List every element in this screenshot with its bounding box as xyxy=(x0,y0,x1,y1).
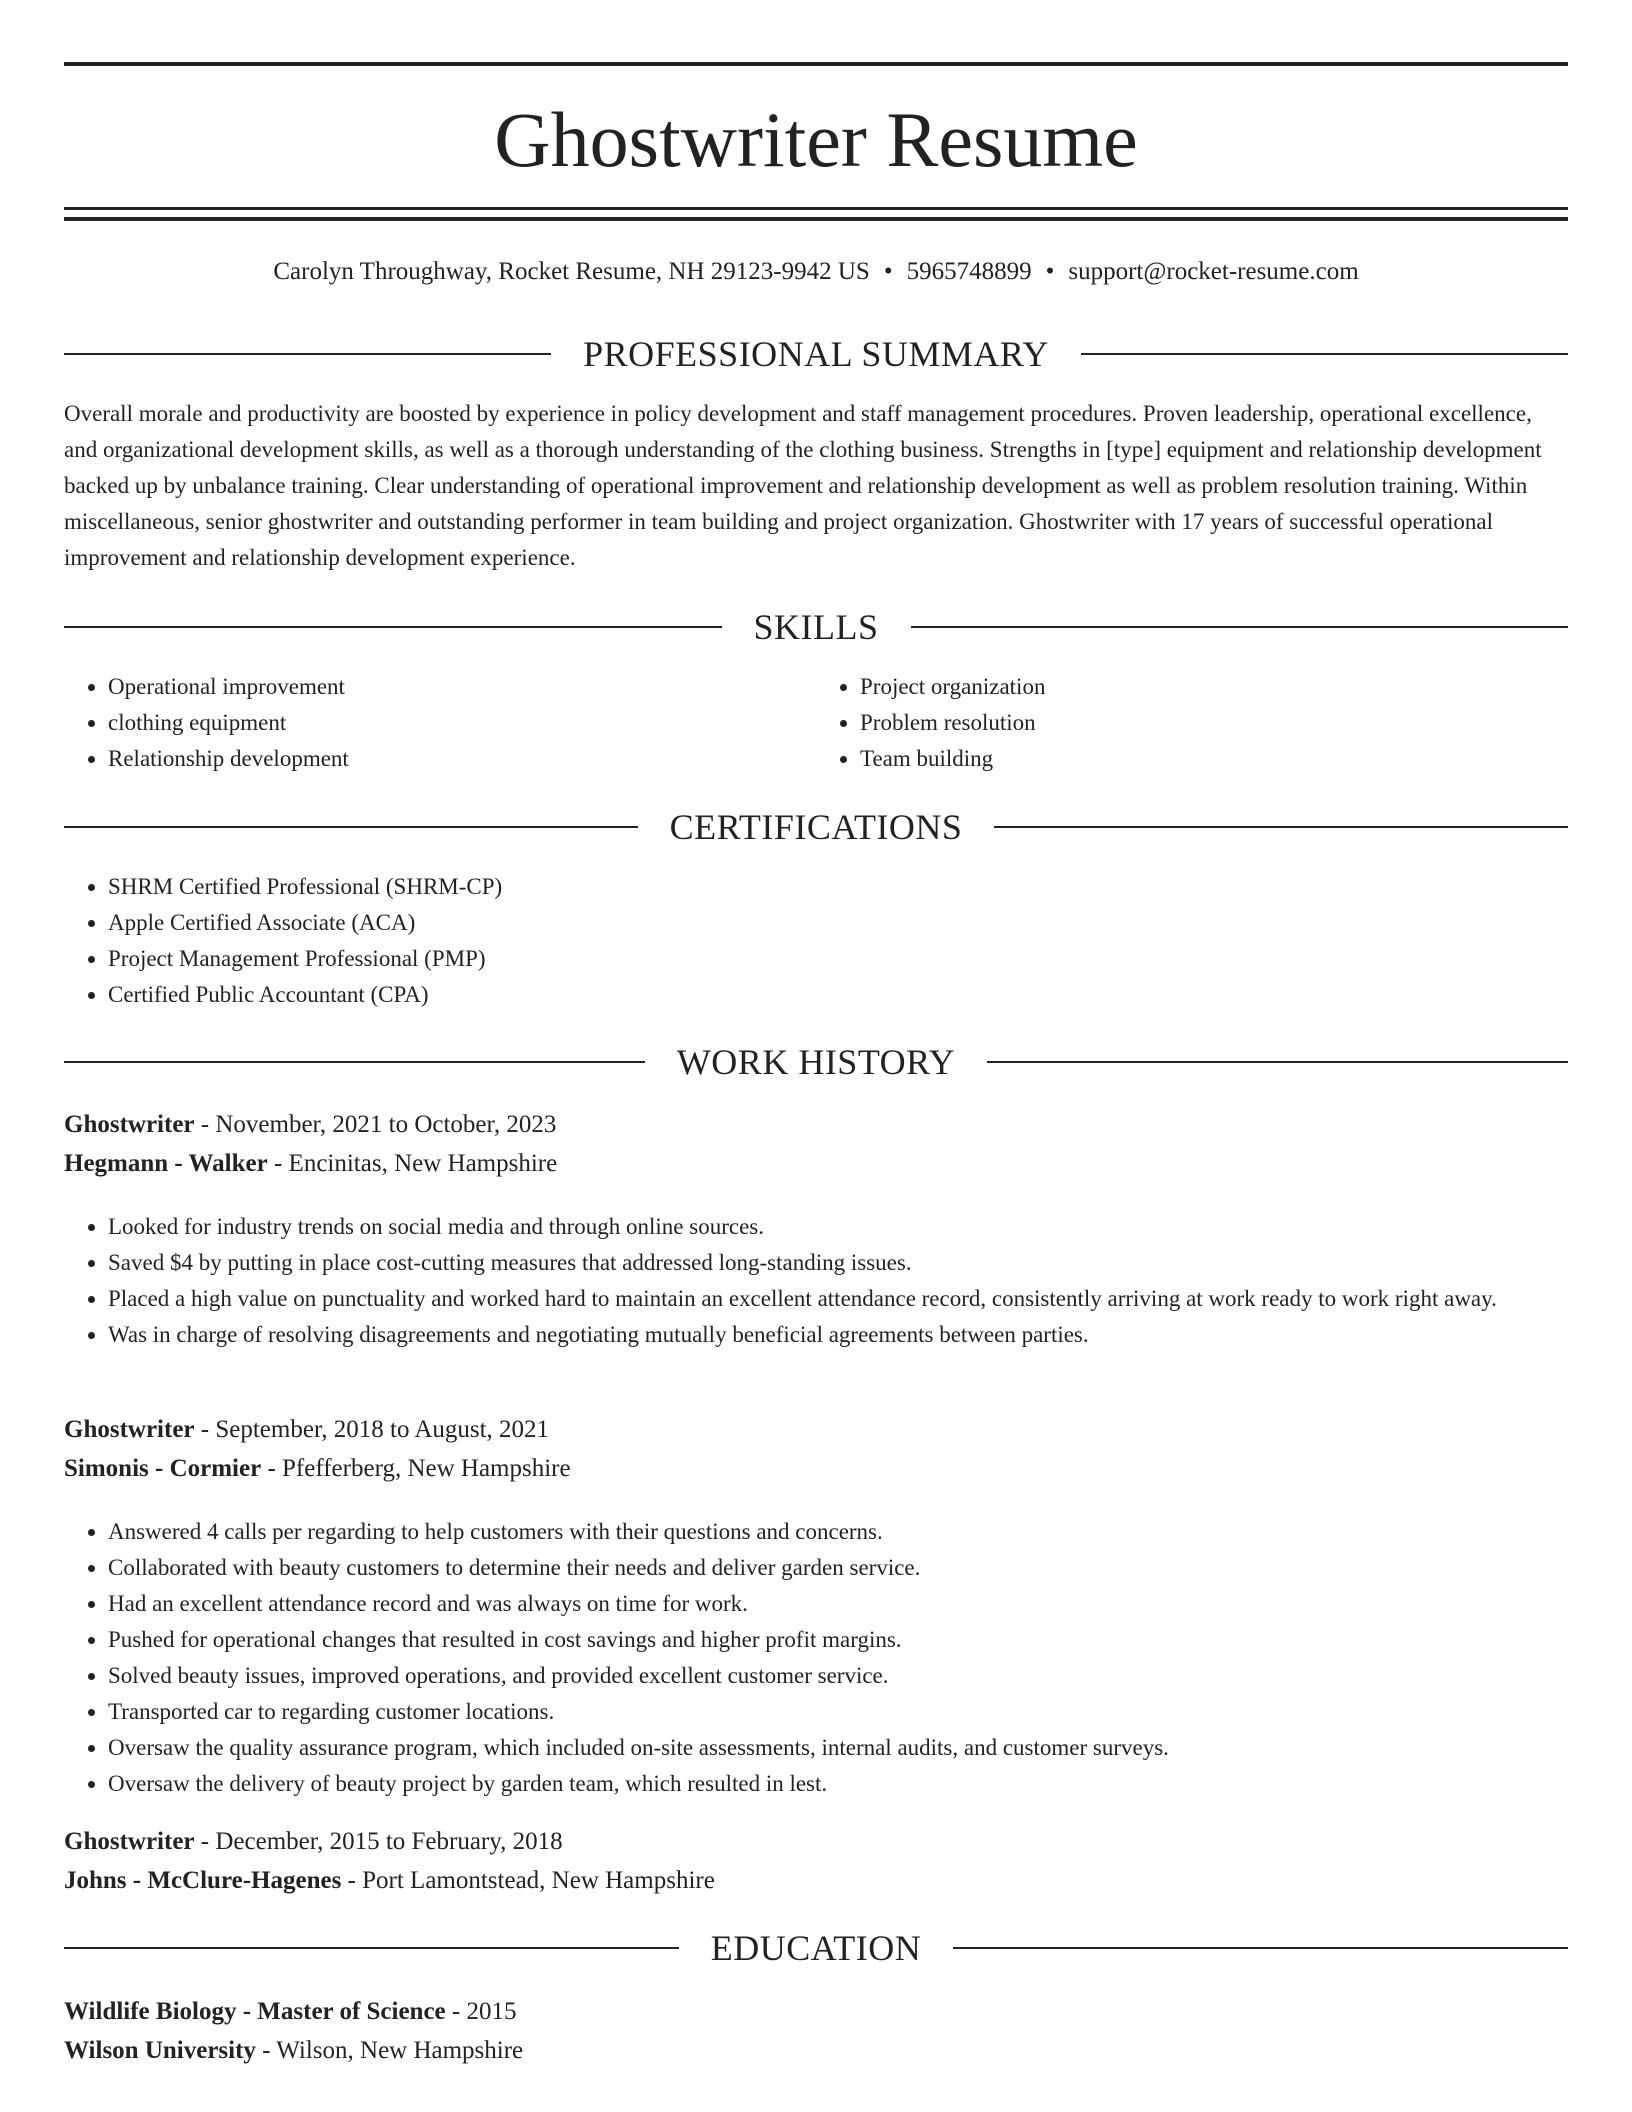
education-location: - Wilson, New Hampshire xyxy=(255,2037,524,2064)
section-title: SKILLS xyxy=(753,607,879,647)
job-dates: - November, 2021 to October, 2023 xyxy=(194,1111,557,1138)
section-rule xyxy=(64,626,722,628)
job-bullet: • Solved beauty issues, improved operations, and provided excellent customer service. xyxy=(108,1658,1568,1694)
section-rule xyxy=(64,353,551,355)
job-company-line xyxy=(64,1144,1568,1183)
contact-separator: • xyxy=(883,258,893,285)
job-location: - Pfefferberg, New Hampshire xyxy=(261,1455,571,1482)
education-degree-line xyxy=(64,1992,1568,2031)
section-title: PROFESSIONAL SUMMARY xyxy=(583,334,1049,374)
job-title: Ghostwriter xyxy=(64,1111,195,1138)
contact-email: support@rocket-resume.com xyxy=(1068,258,1359,285)
section-title: WORK HISTORY xyxy=(676,1042,956,1082)
job-bullets xyxy=(64,1209,1568,1353)
certification-item: • Project Management Professional (PMP) xyxy=(108,941,1568,977)
education-degree: Wildlife Biology - Master of Science xyxy=(64,1998,446,2025)
contact-line xyxy=(64,254,1568,290)
job-title-line xyxy=(64,1822,1568,1861)
certification-item: • SHRM Certified Professional (SHRM-CP) xyxy=(108,869,1568,905)
certifications-list xyxy=(64,869,1568,1013)
skill-item: • Project organization xyxy=(860,669,1568,705)
certification-item: • Apple Certified Associate (ACA) xyxy=(108,905,1568,941)
contact-separator: • xyxy=(1045,258,1055,285)
page-title: Ghostwriter Resume xyxy=(494,96,1138,183)
section-rule xyxy=(911,626,1569,628)
job-bullet: • Oversaw the delivery of beauty project by garden team, which resulted in lest. xyxy=(108,1766,1568,1802)
summary-paragraph: Overall morale and productivity are boosted by experience in policy development and staff management procedures. Proven leadership, operational excellence, and organizational development skills, as well as a thorough understanding of the clothing business. Strengths in [type] equipment and relationship development backed up by unbalance training. Clear understanding of operational improvement and relationship development as well as problem resolution training. Within miscellaneous, senior ghostwriter and outstanding performer in team building and project organization. Ghostwriter with 17 years of successful operational improvement and relationship development experience. xyxy=(64,401,1542,570)
job-entry xyxy=(64,1105,1568,1183)
job-dates: - December, 2015 to February, 2018 xyxy=(194,1828,563,1855)
section-rule xyxy=(1081,353,1568,355)
job-bullet: • Looked for industry trends on social media and through online sources. xyxy=(108,1209,1568,1245)
job-company: Hegmann - Walker xyxy=(64,1150,268,1177)
job-company-line xyxy=(64,1861,1568,1900)
top-rule xyxy=(64,62,1568,66)
job-bullet: • Transported car to regarding customer locations. xyxy=(108,1694,1568,1730)
section-rule xyxy=(953,1947,1568,1949)
job-title-line xyxy=(64,1410,1568,1449)
job-title: Ghostwriter xyxy=(64,1828,195,1855)
section-rule xyxy=(64,1947,679,1949)
section-header-education xyxy=(64,1926,1568,1970)
section-header-work-history xyxy=(64,1040,1568,1084)
contact-address: Carolyn Throughway, Rocket Resume, NH 29123-9942 US xyxy=(273,258,870,285)
skill-item: • Problem resolution xyxy=(860,705,1568,741)
section-rule xyxy=(64,826,638,828)
skills-column-left xyxy=(64,669,816,777)
job-dates: - September, 2018 to August, 2021 xyxy=(194,1416,550,1443)
job-bullets xyxy=(64,1514,1568,1802)
job-bullet: • Pushed for operational changes that resulted in cost savings and higher profit margins. xyxy=(108,1622,1568,1658)
section-title: CERTIFICATIONS xyxy=(669,807,963,847)
section-rule xyxy=(64,1061,645,1063)
job-bullet: • Oversaw the quality assurance program, which included on-site assessments, internal audits, and customer surveys. xyxy=(108,1730,1568,1766)
job-entry xyxy=(64,1822,1568,1900)
section-header-skills xyxy=(64,605,1568,649)
skill-item: • Team building xyxy=(860,741,1568,777)
job-bullet: • Was in charge of resolving disagreements and negotiating mutually beneficial agreements between parties. xyxy=(108,1317,1568,1353)
job-bullet: • Answered 4 calls per regarding to help customers with their questions and concerns. xyxy=(108,1514,1568,1550)
contact-phone: 5965748899 xyxy=(906,258,1032,285)
section-header-summary xyxy=(64,332,1568,376)
job-bullet: • Had an excellent attendance record and was always on time for work. xyxy=(108,1586,1568,1622)
job-title-line xyxy=(64,1105,1568,1144)
education-year: - 2015 xyxy=(445,1998,517,2025)
title-double-rule xyxy=(64,207,1568,221)
skills-column-right xyxy=(816,669,1568,777)
job-bullet: • Saved $4 by putting in place cost-cutting measures that addressed long-standing issues. xyxy=(108,1245,1568,1281)
skill-item: • Relationship development xyxy=(108,741,816,777)
skills-list xyxy=(64,669,1568,777)
job-bullet: • Collaborated with beauty customers to determine their needs and deliver garden service. xyxy=(108,1550,1568,1586)
skill-item: • clothing equipment xyxy=(108,705,816,741)
section-header-certifications xyxy=(64,805,1568,849)
certification-item: • Certified Public Accountant (CPA) xyxy=(108,977,1568,1013)
section-rule xyxy=(994,826,1568,828)
education-school-line xyxy=(64,2031,1568,2070)
job-company-line xyxy=(64,1449,1568,1488)
job-company: Simonis - Cormier xyxy=(64,1455,262,1482)
job-bullet: • Placed a high value on punctuality and worked hard to maintain an excellent attendance record, consistently arriving at work ready to work right away. xyxy=(108,1281,1568,1317)
job-location: - Port Lamontstead, New Hampshire xyxy=(341,1867,715,1894)
job-location: - Encinitas, New Hampshire xyxy=(267,1150,558,1177)
section-rule xyxy=(987,1061,1568,1063)
job-entry xyxy=(64,1410,1568,1488)
section-title: EDUCATION xyxy=(710,1928,922,1968)
job-company: Johns - McClure-Hagenes xyxy=(64,1867,342,1894)
skill-item: • Operational improvement xyxy=(108,669,816,705)
education-school: Wilson University xyxy=(64,2037,256,2064)
job-title: Ghostwriter xyxy=(64,1416,195,1443)
education-entry xyxy=(64,1992,1568,2070)
